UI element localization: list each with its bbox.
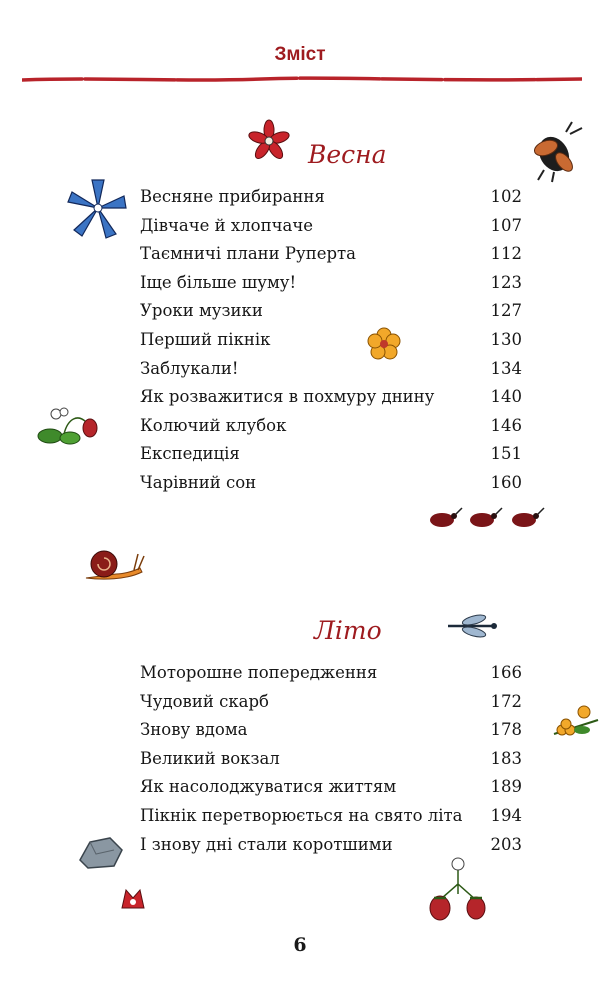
page-number: 6: [293, 934, 307, 956]
ladybug-icon: [426, 504, 550, 530]
toc-entry[interactable]: [140, 183, 522, 212]
toc-entry-title: Великий вокзал: [140, 748, 280, 768]
flower-cluster-icon: [548, 700, 600, 742]
toc-list-spring: [140, 183, 522, 498]
toc-entry-page: 123: [490, 272, 522, 292]
red-flower-icon: [246, 118, 292, 164]
toc-entry-page: 178: [490, 720, 522, 740]
toc-entry-title: Весняне прибирання: [140, 187, 325, 206]
toc-entry[interactable]: [140, 240, 522, 269]
decorative-rule: [22, 74, 582, 86]
toc-entry-page: 189: [490, 777, 522, 797]
stone-icon: [76, 836, 126, 872]
toc-entry[interactable]: [140, 773, 522, 802]
toc-entry[interactable]: [140, 716, 522, 745]
toc-entry-title: Як розважитися в похмуру днину: [140, 387, 435, 407]
toc-entry-page: 160: [490, 472, 522, 492]
page-title: Зміст: [274, 44, 326, 65]
toc-entry[interactable]: [140, 659, 522, 688]
toc-entry-title: Іще більше шуму!: [140, 272, 297, 292]
snail-icon: [82, 542, 146, 584]
toc-entry-page: 130: [490, 329, 522, 349]
blue-flower-icon: [62, 176, 134, 242]
toc-entry-page: 134: [490, 358, 522, 378]
toc-entry[interactable]: [140, 326, 522, 355]
section-title-summer: Літо: [314, 616, 382, 645]
toc-entry[interactable]: [140, 412, 522, 441]
beetle-icon: [526, 120, 588, 186]
toc-entry-page: 140: [490, 387, 522, 407]
strawberry-icon: [34, 404, 100, 450]
toc-entry[interactable]: [140, 802, 522, 831]
strawberries-icon: [424, 854, 492, 924]
toc-entry-page: 172: [490, 691, 522, 711]
toc-entry[interactable]: [140, 297, 522, 326]
toc-entry[interactable]: [140, 383, 522, 412]
toc-entry-title: Експедиція: [140, 444, 240, 464]
toc-entry[interactable]: [140, 269, 522, 298]
toc-entry[interactable]: [140, 212, 522, 241]
toc-entry-page: 102: [490, 187, 522, 206]
toc-entry-page: 151: [490, 444, 522, 464]
toc-entry-title: Уроки музики: [140, 301, 263, 321]
section-title-spring: Весна: [308, 140, 387, 169]
toc-entry-page: 107: [490, 215, 522, 235]
toc-entry-title: Колючий клубок: [140, 415, 287, 435]
toc-entry-title: І знову дні стали коротшими: [140, 834, 393, 854]
toc-entry[interactable]: [140, 688, 522, 717]
toc-entry[interactable]: [140, 745, 522, 774]
toc-entry-page: 203: [490, 834, 522, 854]
toc-entry-page: 183: [490, 748, 522, 768]
toc-entry-title: Перший пікнік: [140, 329, 271, 349]
toc-entry-page: 127: [490, 301, 522, 321]
toc-entry-title: Як насолоджуватися життям: [140, 777, 397, 797]
toc-entry-title: Дівчаче й хлопчаче: [140, 215, 314, 235]
small-red-flower-icon: [118, 884, 148, 912]
toc-entry-title: Чарівний сон: [140, 472, 257, 492]
toc-entry-title: Знову вдома: [140, 720, 248, 740]
toc-entry[interactable]: [140, 355, 522, 384]
toc-entry[interactable]: [140, 440, 522, 469]
toc-entry-title: Пікнік перетворюється на свято літа: [140, 805, 463, 825]
toc-list-summer: [140, 659, 522, 859]
toc-entry-page: 112: [490, 244, 522, 264]
toc-entry-page: 146: [490, 415, 522, 435]
toc-entry[interactable]: [140, 469, 522, 498]
toc-entry-page: 166: [490, 663, 522, 682]
toc-entry-title: Заблукали!: [140, 358, 239, 378]
toc-entry-title: Моторошне попередження: [140, 663, 378, 682]
toc-entry-title: Таємничі плани Руперта: [140, 244, 356, 264]
dragonfly-icon: [444, 612, 500, 642]
toc-entry-page: 194: [490, 805, 522, 825]
toc-entry-title: Чудовий скарб: [140, 691, 269, 711]
orange-flower-icon: [366, 326, 402, 362]
